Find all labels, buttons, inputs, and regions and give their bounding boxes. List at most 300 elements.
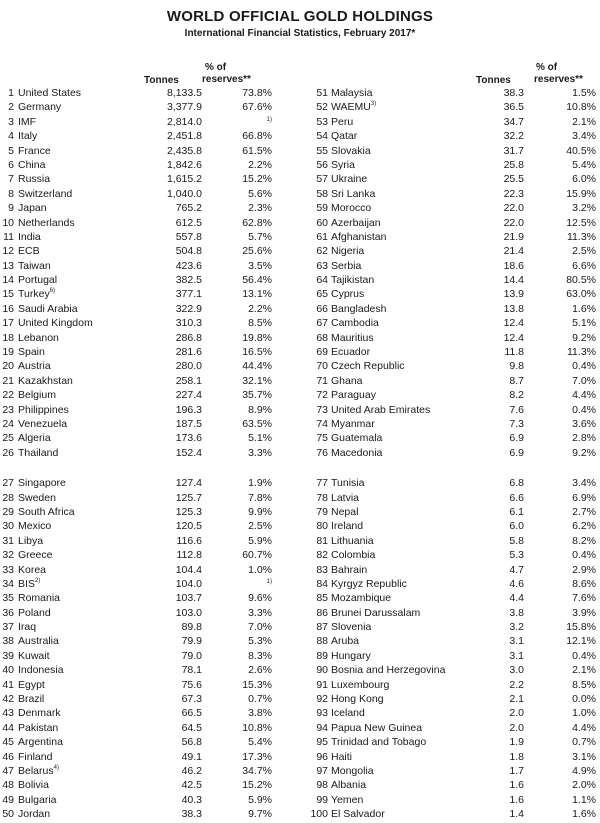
pct-reserves-cell: 3.1% [572, 750, 596, 763]
tonnes-cell: 377.1 [175, 288, 202, 301]
pct-reserves-cell: 3.2% [572, 202, 596, 215]
table-row [300, 750, 600, 764]
pct-reserves-cell: 1.0% [572, 707, 596, 720]
tonnes-cell: 13.8 [503, 302, 524, 315]
country-cell: Colombia [331, 549, 376, 562]
table-row [0, 187, 300, 201]
table-row [300, 706, 600, 720]
rank-cell: 49 [2, 793, 14, 806]
footnote-marker: 4) [53, 764, 59, 771]
table-row [0, 692, 300, 706]
country-cell: Syria [331, 158, 355, 171]
tonnes-cell: 1.8 [509, 750, 524, 763]
table-row [300, 287, 600, 301]
table-row [0, 403, 300, 417]
tonnes-cell: 1,842.6 [166, 158, 202, 171]
pct-reserves-cell: 60.7% [242, 549, 272, 562]
table-row [300, 446, 600, 460]
pct-reserves-cell: 4.9% [572, 764, 596, 777]
rank-cell: 41 [2, 678, 14, 691]
rank-cell: 37 [2, 621, 14, 634]
right-header-pct-line2: reserves** [534, 74, 583, 85]
tonnes-cell: 382.5 [175, 274, 202, 287]
tonnes-cell: 6.8 [509, 477, 524, 490]
tonnes-cell: 6.1 [509, 505, 524, 518]
pct-reserves-cell: 6.0% [572, 173, 596, 186]
tonnes-cell: 1.9 [509, 736, 524, 749]
table-row [0, 100, 300, 114]
table-row [300, 563, 600, 577]
rank-cell: 14 [2, 274, 14, 287]
tonnes-cell: 187.5 [175, 417, 202, 430]
country-cell: Mongolia [331, 764, 374, 777]
table-row [300, 144, 600, 158]
rank-cell: 66 [316, 302, 328, 315]
rank-cell: 80 [316, 520, 328, 533]
rank-cell: 53 [316, 115, 328, 128]
country-cell: Iceland [331, 707, 365, 720]
table-row [300, 259, 600, 273]
tonnes-cell: 9.8 [509, 360, 524, 373]
rank-cell: 72 [316, 389, 328, 402]
country-cell: Morocco [331, 202, 372, 215]
tonnes-cell: 32.2 [503, 130, 524, 143]
table-row [0, 244, 300, 258]
pct-reserves-cell: 80.5% [566, 274, 596, 287]
tonnes-cell: 11.8 [504, 346, 524, 359]
country-cell: Qatar [331, 130, 358, 143]
rank-cell: 71 [316, 374, 328, 387]
rank-cell: 82 [316, 549, 328, 562]
table-row [0, 302, 300, 316]
rank-cell: 68 [316, 331, 328, 344]
table-row [0, 721, 300, 735]
tonnes-cell: 286.8 [175, 331, 202, 344]
pct-reserves-cell: 12.5% [566, 216, 596, 229]
country-cell: Papua New Guinea [331, 721, 423, 734]
table-row [300, 692, 600, 706]
tonnes-cell: 67.3 [181, 693, 202, 706]
country-cell: Egypt [18, 678, 45, 691]
pct-reserves-cell: 7.0% [572, 374, 596, 387]
pct-reserves-cell: 9.2% [572, 331, 596, 344]
tonnes-cell: 79.9 [181, 635, 202, 648]
tonnes-cell: 322.9 [175, 302, 202, 315]
section-gap [300, 460, 600, 476]
table-row [300, 663, 600, 677]
country-cell: Czech Republic [331, 360, 405, 373]
rank-cell: 24 [2, 417, 14, 430]
tonnes-cell: 2.2 [509, 678, 524, 691]
pct-reserves-cell: 2.9% [572, 563, 596, 576]
country-cell: Lithuania [331, 534, 374, 547]
tonnes-cell: 227.4 [175, 389, 202, 402]
table-row [300, 807, 600, 821]
table-row [0, 505, 300, 519]
country-cell: Mexico [18, 520, 52, 533]
country-cell: Ireland [331, 520, 364, 533]
tonnes-cell: 103.7 [175, 592, 202, 605]
table-row [0, 519, 300, 533]
table-row [300, 721, 600, 735]
rank-cell: 90 [316, 664, 328, 677]
pct-reserves-cell: 5.9% [248, 793, 272, 806]
country-cell: Paraguay [331, 389, 376, 402]
tonnes-cell: 504.8 [175, 245, 202, 258]
rank-cell: 25 [2, 432, 14, 445]
tonnes-cell: 22.0 [503, 202, 524, 215]
pct-reserves-cell: 4.4% [572, 721, 596, 734]
country-cell: WAEMU$^{3)}$ [331, 101, 377, 114]
country-cell: Philippines [18, 403, 69, 416]
pct-reserves-cell: 9.2% [572, 446, 596, 459]
tonnes-cell: 21.9 [503, 230, 524, 243]
pct-reserves-cell: 12.1% [566, 635, 596, 648]
country-cell: India [18, 230, 41, 243]
tonnes-cell: 6.9 [509, 446, 524, 459]
country-cell: China [18, 158, 46, 171]
table-row [300, 403, 600, 417]
tonnes-cell: 120.5 [175, 520, 202, 533]
pct-reserves-cell: 15.2% [242, 173, 272, 186]
rank-cell: 78 [316, 491, 328, 504]
table-row [300, 649, 600, 663]
rank-cell: 2 [8, 101, 14, 114]
rank-cell: 76 [316, 446, 328, 459]
country-cell: Saudi Arabia [18, 302, 78, 315]
right-header-tonnes: Tonnes [476, 75, 511, 86]
footnote-marker: 6) [49, 288, 56, 295]
country-cell: Peru [331, 115, 354, 128]
pct-reserves-cell: 15.3% [242, 678, 272, 691]
rank-cell: 79 [316, 505, 328, 518]
pct-reserves-cell: 5.4% [572, 158, 596, 171]
tonnes-cell: 112.8 [176, 549, 202, 562]
pct-reserves-cell: 1) [266, 116, 272, 123]
pct-reserves-cell: 2.1% [572, 115, 596, 128]
pct-reserves-cell: 35.7% [242, 389, 272, 402]
pct-reserves-cell: 8.3% [248, 649, 272, 662]
pct-reserves-cell: 10.8% [566, 101, 596, 114]
rank-cell: 19 [2, 346, 14, 359]
tonnes-cell: 31.7 [503, 144, 524, 157]
tonnes-cell: 104.0 [175, 577, 202, 590]
rank-cell: 40 [2, 664, 14, 677]
table-row [300, 331, 600, 345]
tonnes-cell: 125.3 [175, 505, 202, 518]
pct-reserves-cell: 17.3% [242, 750, 272, 763]
rank-cell: 99 [316, 793, 328, 806]
tonnes-cell: 89.8 [181, 621, 202, 634]
rank-cell: 94 [316, 721, 328, 734]
table-row [0, 273, 300, 287]
rank-cell: 56 [316, 158, 328, 171]
tonnes-cell: 765.2 [175, 202, 202, 215]
tonnes-cell: 423.6 [175, 259, 202, 272]
country-cell: Haiti [331, 750, 353, 763]
table-row [0, 807, 300, 821]
pct-reserves-cell: 3.4% [572, 477, 596, 490]
table-row [0, 534, 300, 548]
pct-reserves-cell: 9.7% [248, 808, 272, 821]
pct-reserves-cell: 13.1% [242, 288, 272, 301]
country-cell: Bulgaria [18, 793, 57, 806]
pct-reserves-cell: 2.5% [248, 520, 272, 533]
table-row [300, 302, 600, 316]
tonnes-cell: 1.7 [509, 764, 524, 777]
country-cell: Serbia [331, 259, 362, 272]
table-row [0, 216, 300, 230]
pct-reserves-cell: 40.5% [566, 144, 596, 157]
pct-reserves-cell: 2.7% [572, 505, 596, 518]
country-cell: Guatemala [331, 432, 383, 445]
table-row [300, 534, 600, 548]
table-row [300, 374, 600, 388]
country-cell: Aruba [331, 635, 360, 648]
table-row [300, 476, 600, 490]
pct-reserves-cell: 0.0% [572, 693, 596, 706]
country-cell: Cambodia [331, 317, 379, 330]
rank-cell: 93 [316, 707, 328, 720]
pct-reserves-cell: 5.4% [248, 736, 272, 749]
tonnes-cell: 2,451.8 [166, 130, 202, 143]
tonnes-cell: 34.7 [503, 115, 524, 128]
tonnes-cell: 7.3 [509, 417, 524, 430]
table-row [300, 216, 600, 230]
tonnes-cell: 4.4 [509, 592, 524, 605]
pct-reserves-cell: 1.1% [572, 793, 596, 806]
pct-reserves-cell: 2.6% [248, 664, 272, 677]
pct-reserves-cell: 2.3% [248, 202, 272, 215]
country-cell: United Kingdom [18, 317, 93, 330]
left-header-pct-line1: % of [205, 62, 227, 73]
rank-cell: 52 [316, 101, 328, 114]
tonnes-cell: 78.1 [181, 664, 202, 677]
table-row [0, 144, 300, 158]
tonnes-cell: 173.6 [175, 432, 202, 445]
table-row [0, 388, 300, 402]
tonnes-cell: 3,377.9 [166, 101, 202, 114]
pct-reserves-cell: 63.0% [566, 288, 596, 301]
table-row [0, 316, 300, 330]
country-cell: Cyprus [331, 288, 365, 301]
rank-cell: 3 [8, 115, 14, 128]
country-cell: Malaysia [331, 87, 373, 99]
pct-reserves-cell: 4.4% [572, 389, 596, 402]
pct-reserves-cell: 16.5% [242, 346, 272, 359]
tonnes-cell: 25.5 [503, 173, 524, 186]
tonnes-cell: 103.0 [175, 606, 202, 619]
pct-reserves-cell: 0.7% [248, 693, 272, 706]
rank-cell: 98 [316, 779, 328, 792]
table-row [300, 172, 600, 186]
pct-reserves-cell: 8.6% [572, 577, 596, 590]
rank-cell: 35 [2, 592, 14, 605]
pct-reserves-cell: 9.6% [248, 592, 272, 605]
table-row [300, 793, 600, 807]
country-cell: Algeria [18, 432, 51, 445]
tonnes-cell: 1.4 [509, 808, 524, 821]
table-row [300, 606, 600, 620]
pct-reserves-cell: 5.3% [248, 635, 272, 648]
table-row [0, 431, 300, 445]
rank-cell: 44 [2, 721, 14, 734]
country-cell: ECB [18, 245, 40, 258]
country-cell: Bolivia [18, 779, 49, 792]
rank-cell: 86 [316, 606, 328, 619]
pct-reserves-cell: 5.7% [248, 230, 272, 243]
rank-cell: 18 [2, 331, 14, 344]
pct-reserves-cell: 44.4% [242, 360, 272, 373]
rank-cell: 64 [316, 274, 328, 287]
table-row [0, 476, 300, 490]
pct-reserves-cell: 1) [266, 578, 272, 585]
table-row [0, 778, 300, 792]
tonnes-cell: 64.5 [181, 721, 202, 734]
rank-cell: 58 [316, 187, 328, 200]
table-row [300, 86, 600, 100]
rank-cell: 48 [2, 779, 14, 792]
table-row [0, 548, 300, 562]
table-row [0, 359, 300, 373]
rank-cell: 8 [8, 187, 14, 200]
pct-reserves-cell: 11.3% [567, 230, 596, 243]
pct-reserves-cell: 0.7% [572, 736, 596, 749]
country-cell: Greece [18, 549, 53, 562]
tonnes-cell: 127.4 [175, 477, 202, 490]
tonnes-cell: 42.5 [181, 779, 202, 792]
rank-cell: 23 [2, 403, 14, 416]
country-cell: Japan [18, 202, 47, 215]
country-cell: Slovenia [331, 621, 372, 634]
rank-cell: 75 [316, 432, 328, 445]
country-cell: Tajikistan [331, 274, 375, 287]
country-cell: Azerbaijan [331, 216, 381, 229]
rank-cell: 92 [316, 693, 328, 706]
table-row [0, 563, 300, 577]
country-cell: Portugal [18, 274, 58, 287]
country-cell: Turkey$^{6)}$ [18, 288, 56, 301]
rank-cell: 73 [316, 403, 328, 416]
country-cell: El Salvador [331, 808, 385, 821]
country-cell: Switzerland [18, 187, 73, 200]
table-row [300, 129, 600, 143]
pct-reserves-cell: 6.2% [572, 520, 596, 533]
table-row [0, 86, 300, 100]
pct-reserves-cell: 32.1% [242, 374, 272, 387]
pct-reserves-cell: 3.9% [572, 606, 596, 619]
country-cell: Hungary [331, 649, 371, 662]
tonnes-cell: 49.1 [181, 750, 202, 763]
table-row [0, 678, 300, 692]
rank-cell: 12 [2, 245, 14, 258]
pct-reserves-cell: 1.0% [248, 563, 272, 576]
pct-reserves-cell: 2.2% [248, 302, 272, 315]
pct-reserves-cell: 3.8% [248, 707, 272, 720]
country-cell: Iraq [18, 621, 37, 634]
rank-cell: 4 [8, 130, 14, 143]
rank-cell: 96 [316, 750, 328, 763]
tonnes-cell: 116.6 [176, 534, 202, 547]
country-cell: Pakistan [18, 721, 59, 734]
pct-reserves-cell: 15.2% [242, 779, 272, 792]
country-cell: Denmark [18, 707, 61, 720]
rank-cell: 28 [2, 491, 14, 504]
table-row [0, 374, 300, 388]
tonnes-cell: 12.4 [503, 317, 524, 330]
rank-cell: 38 [2, 635, 14, 648]
pct-reserves-cell: 2.8% [572, 432, 596, 445]
country-cell: Ecuador [331, 346, 371, 359]
rank-cell: 34 [2, 577, 14, 590]
country-cell: Nepal [331, 505, 359, 518]
table-row [0, 331, 300, 345]
country-cell: Nigeria [331, 245, 365, 258]
pct-reserves-cell: 61.5% [242, 144, 272, 157]
rank-cell: 45 [2, 736, 14, 749]
country-cell: Sri Lanka [331, 187, 376, 200]
table-row [300, 735, 600, 749]
pct-reserves-cell: 7.0% [248, 621, 272, 634]
tonnes-cell: 1.6 [509, 793, 524, 806]
table-row [0, 649, 300, 663]
pct-reserves-cell: 5.9% [248, 534, 272, 547]
rank-cell: 54 [316, 130, 328, 143]
table-row [0, 491, 300, 505]
country-cell: Myanmar [331, 417, 375, 430]
country-cell: Austria [18, 360, 51, 373]
tonnes-cell: 4.6 [509, 577, 524, 590]
tonnes-cell: 7.6 [509, 403, 524, 416]
page-title: WORLD OFFICIAL GOLD HOLDINGS [166, 8, 434, 25]
rank-cell: 1 [8, 87, 14, 99]
country-cell: Slovakia [331, 144, 371, 157]
rank-cell: 30 [2, 520, 14, 533]
pct-reserves-cell: 19.8% [242, 331, 272, 344]
pct-reserves-cell: 8.5% [572, 678, 596, 691]
table-row [0, 591, 300, 605]
table-row [300, 316, 600, 330]
tonnes-cell: 8.7 [509, 374, 524, 387]
right-table [300, 86, 600, 822]
country-cell: South Africa [18, 505, 75, 518]
table-row [0, 417, 300, 431]
tonnes-cell: 2,814.0 [166, 115, 202, 128]
rank-cell: 51 [316, 87, 328, 99]
tonnes-cell: 79.0 [181, 649, 202, 662]
footnote-marker: 2) [34, 577, 41, 584]
rank-cell: 55 [316, 144, 328, 157]
country-cell: IMF [18, 115, 37, 128]
rank-cell: 7 [8, 173, 14, 186]
section-gap [0, 460, 300, 476]
country-cell: Kuwait [18, 649, 50, 662]
rank-cell: 33 [2, 563, 14, 576]
table-row [300, 187, 600, 201]
country-cell: Germany [18, 101, 62, 114]
rank-cell: 36 [2, 606, 14, 619]
rank-cell: 27 [2, 477, 14, 490]
tonnes-cell: 612.5 [175, 216, 202, 229]
rank-cell: 81 [316, 534, 328, 547]
table-row [0, 750, 300, 764]
rank-cell: 20 [2, 360, 14, 373]
tonnes-cell: 38.3 [181, 808, 202, 821]
table-row [300, 764, 600, 778]
rank-cell: 88 [316, 635, 328, 648]
tonnes-cell: 6.9 [509, 432, 524, 445]
pct-reserves-cell: 0.4% [572, 549, 596, 562]
